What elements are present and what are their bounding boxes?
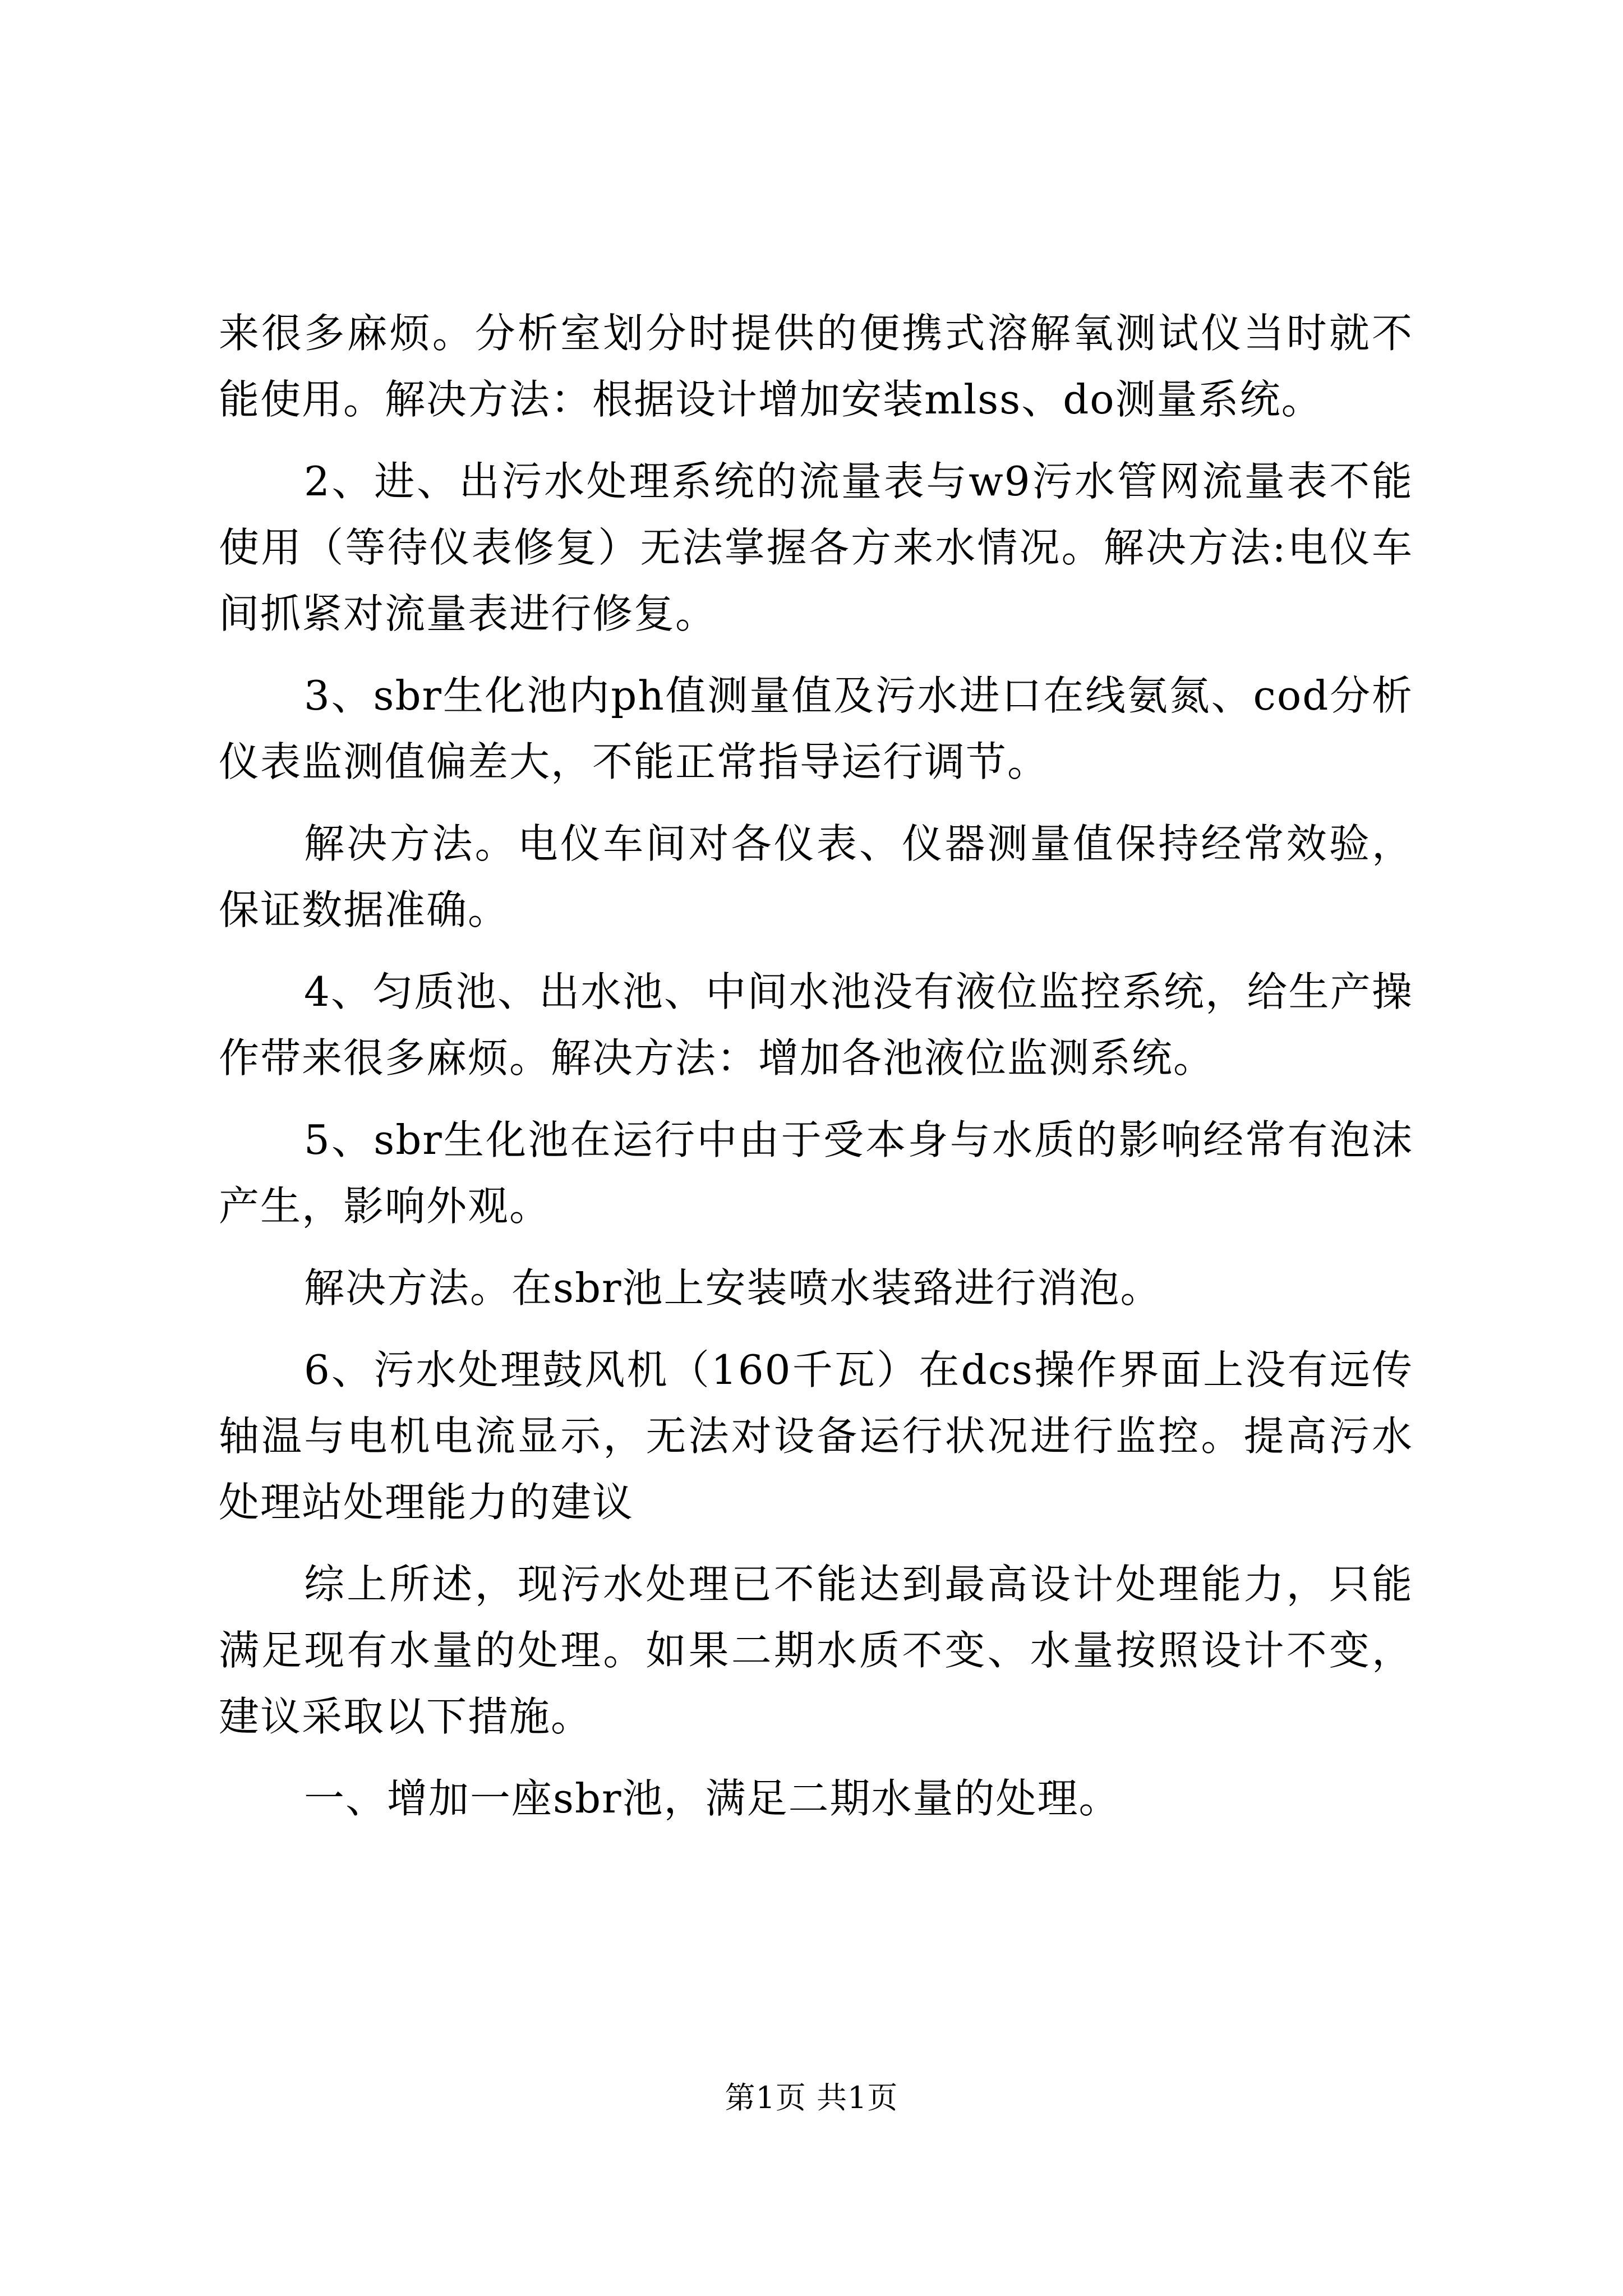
paragraph-summary: 综上所述，现污水处理已不能达到最高设计处理能力，只能满足现有水量的处理。如果二期水质不变、水量按照设计不变，建议采取以下措施。 [219,1561,1413,1740]
paragraph-item-2: 2、进、出污水处理系统的流量表与w9污水管网流量表不能使用（等待仪表修复）无法掌握各方来水情况。解决方法:电仪车间抓紧对流量表进行修复。 [219,458,1413,637]
paragraph-item-4: 4、匀质池、出水池、中间水池没有液位监控系统，给生产操作带来很多麻烦。解决方法：增加各池液位监测系统。 [219,968,1413,1082]
document-body [219,300,1413,1847]
paragraph-solution-3: 解决方法。电仪车间对各仪表、仪器测量值保持经常效验，保证数据准确。 [219,820,1413,933]
paragraph-measure-1: 一、增加一座sbr池，满足二期水量的处理。 [304,1775,1121,1822]
page-footer: 第1页 共1页 [725,2080,898,2115]
paragraph-item-3: 3、sbr生化池内ph值测量值及污水进口在线氨氮、cod分析仪表监测值偏差大，不能正常指导运行调节。 [219,672,1413,785]
paragraph-item-6: 6、污水处理鼓风机（160千瓦）在dcs操作界面上没有远传轴温与电机电流显示，无法对设备运行状况进行监控。提高污水处理站处理能力的建议 [219,1346,1413,1526]
paragraph-solution-5: 解决方法。在sbr池上安装喷水装臵进行消泡。 [304,1264,1162,1312]
paragraph-item-5: 5、sbr生化池在运行中由于受本身与水质的影响经常有泡沫产生，影响外观。 [219,1116,1413,1230]
paragraph-continuation: 来很多麻烦。分析室划分时提供的便携式溶解氧测试仪当时就不能使用。解决方法：根据设计增加安装mlss、do测量系统。 [219,310,1413,423]
